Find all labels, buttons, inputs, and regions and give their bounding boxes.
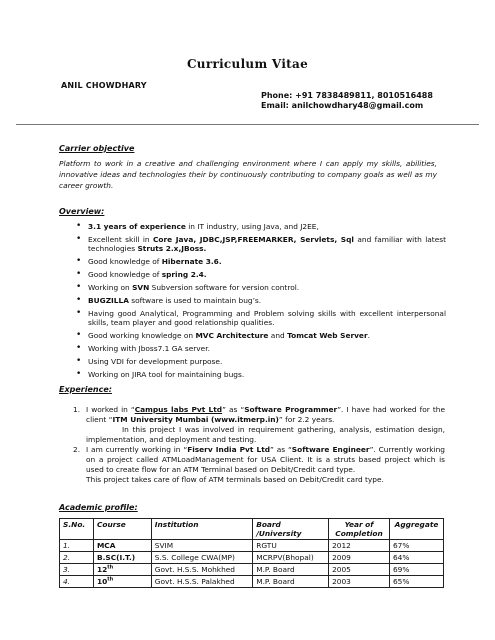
col-header-board: Board /University <box>253 519 329 540</box>
text-run: I worked in “ <box>86 405 135 414</box>
cell-board-text: M.P. Board <box>256 565 295 574</box>
cell-sno-text: 4. <box>63 577 71 586</box>
objective-heading: Carrier objective <box>59 144 135 153</box>
cell-aggregate <box>389 564 443 576</box>
cell-sno <box>60 576 94 588</box>
text-run: ” as “ <box>222 405 245 414</box>
cell-board <box>253 540 329 552</box>
text-run: Software Engineer <box>291 445 370 454</box>
academic-table <box>59 518 444 588</box>
cell-aggregate <box>389 540 443 552</box>
text-run: Hibernate 3.6. <box>161 257 222 267</box>
text-run: Working with Jboss7.1 GA server. <box>88 344 210 354</box>
cell-aggregate-text: 65% <box>392 577 410 586</box>
cell-board <box>253 564 329 576</box>
text-run: BUGZILLA <box>88 295 129 305</box>
text-run: ” for 2.2 years. <box>278 415 335 424</box>
overview-list <box>76 222 446 383</box>
text-run: 3.1 years of experience <box>88 222 186 231</box>
cell-course <box>93 552 151 564</box>
overview-item <box>76 344 446 354</box>
experience-number: 1. <box>73 405 81 414</box>
header-divider <box>16 124 479 125</box>
overview-item <box>76 370 446 380</box>
overview-item <box>76 309 446 328</box>
cell-course <box>93 564 151 576</box>
academic-table-header <box>60 519 444 540</box>
cell-institution-text: Govt. H.S.S. Mohkhed <box>154 565 235 574</box>
col-header-year: Year of Completion <box>329 519 390 540</box>
table-row <box>60 540 444 552</box>
cell-course-text: 10 <box>96 577 108 586</box>
cell-year <box>329 540 390 552</box>
cell-course-text: B.SC(I.T.) <box>96 553 136 562</box>
cell-course <box>93 540 151 552</box>
candidate-name: ANIL CHOWDHARY <box>61 81 147 90</box>
ordinal-suffix: th <box>107 576 114 583</box>
cell-aggregate-text: 64% <box>392 553 410 562</box>
overview-item <box>76 222 446 232</box>
cell-sno <box>60 552 94 564</box>
cell-institution-text: S.S. College CWA(MP) <box>154 553 235 562</box>
text-run: Using VDI for development purpose. <box>88 357 223 367</box>
overview-item <box>76 296 446 306</box>
cell-aggregate-text: 67% <box>392 541 410 550</box>
text-run: SVN <box>132 283 150 293</box>
overview-item <box>76 357 446 367</box>
cell-board-text: RGTU <box>256 541 277 550</box>
experience-number: 2. <box>73 445 81 454</box>
text-run: MVC Architecture <box>195 331 269 341</box>
cell-institution <box>151 564 252 576</box>
overview-item <box>76 331 446 341</box>
cell-board <box>253 576 329 588</box>
cell-year-text: 2005 <box>332 565 351 574</box>
col-header-institution: Institution <box>151 519 252 540</box>
text-run: ”. Currently working on a project called ATMLoadManagement for USA Client. It is a struts based project which is used to create flow for an ATM Terminal based on Debit/Credit card type. <box>86 445 445 474</box>
cell-year-text: 2009 <box>332 553 351 562</box>
text-run: in IT industry, using Java, and J2EE, <box>185 222 319 231</box>
table-row <box>60 576 444 588</box>
text-run: Working on JIRA tool for maintaining bugs. <box>88 369 245 379</box>
cell-institution <box>151 540 252 552</box>
cell-sno-text: 2. <box>63 553 71 562</box>
text-run: Software Programmer <box>244 405 338 414</box>
table-row <box>60 564 444 576</box>
text-run: Good knowledge of <box>88 257 162 267</box>
text-run: Campus labs Pvt Ltd <box>134 405 223 414</box>
text-run: Excellent skill in <box>88 234 153 244</box>
ordinal-suffix: th <box>107 564 114 571</box>
text-run: Struts 2.x,JBoss. <box>137 244 207 254</box>
text-run: I am currently working in “ <box>86 445 188 454</box>
cell-course <box>93 576 151 588</box>
document-title: Curriculum Vitae <box>186 57 309 71</box>
cell-year <box>329 564 390 576</box>
cell-board-text: M.P. Board <box>256 577 295 586</box>
overview-item <box>76 270 446 280</box>
text-run: and familiar with latest technologies <box>88 234 446 254</box>
text-run: ”. I have had worked for the client “ <box>86 405 445 424</box>
contact-block <box>261 91 433 111</box>
objective-text: Platform to work in a creative and challenging environment where I can apply my skills, abilities, innovative ideas and technologies their by continuously contributing to company goals as well as my career growth. <box>59 159 437 190</box>
cell-course-text: 12 <box>96 565 108 574</box>
overview-heading: Overview: <box>59 207 105 216</box>
cell-aggregate <box>389 552 443 564</box>
overview-item <box>76 235 446 254</box>
text-run: . <box>367 331 370 341</box>
email-address: Email: anilchowdhary48@gmail.com <box>261 101 424 110</box>
cell-institution-text: Govt. H.S.S. Palakhed <box>154 577 235 586</box>
col-header-aggregate: Aggregate <box>389 519 443 540</box>
text-run: and <box>268 331 288 341</box>
text-run: Core Java, JDBC,JSP,FREEMARKER, Servlets, Sql <box>153 234 354 244</box>
text-run: ” as “ <box>270 445 292 454</box>
cell-sno <box>60 564 94 576</box>
cell-sno-text: 1. <box>63 541 71 550</box>
experience-item <box>59 405 445 445</box>
cell-aggregate-text: 69% <box>392 565 410 574</box>
experience-detail: In this project I was involved in requirement gathering, analysis, estimation design, implementation, and deployment and testing. <box>86 425 445 444</box>
text-run: Good knowledge of <box>88 270 162 280</box>
text-run: Subversion software for version control. <box>149 283 300 293</box>
experience-detail: This project takes care of flow of ATM terminals based on Debit/Credit card type. <box>86 475 384 484</box>
text-run: spring 2.4. <box>161 270 207 280</box>
table-row <box>60 552 444 564</box>
overview-item <box>76 257 446 267</box>
experience-item <box>59 445 445 485</box>
text-run: Good working knowledge on <box>88 331 196 341</box>
cell-year-text: 2003 <box>332 577 351 586</box>
text-run: Fiserv India Pvt Ltd <box>187 445 271 454</box>
text-run: ITM University Mumbai (www.itmerp.in) <box>112 415 279 424</box>
text-run: Tomcat Web Server <box>287 331 368 341</box>
cell-institution <box>151 576 252 588</box>
text-run: software is used to maintain bug’s. <box>128 295 262 305</box>
cell-year-text: 2012 <box>332 541 351 550</box>
cell-institution-text: SVIM <box>154 541 174 550</box>
cell-course-text: MCA <box>96 541 116 550</box>
cell-sno <box>60 540 94 552</box>
text-run: Working on <box>88 283 133 293</box>
cell-year <box>329 576 390 588</box>
academic-heading: Academic profile: <box>59 503 138 512</box>
cell-board-text: MCRPV(Bhopal) <box>256 553 314 562</box>
text-run: Having good Analytical, Programming and Problem solving skills with excellent interpersonal skills, team player and good relationship qualities. <box>88 308 446 328</box>
cell-institution <box>151 552 252 564</box>
cell-board <box>253 552 329 564</box>
overview-item <box>76 283 446 293</box>
cell-sno-text: 3. <box>63 565 71 574</box>
col-header-course: Course <box>93 519 151 540</box>
experience-heading: Experience: <box>59 385 112 394</box>
phone-numbers: Phone: +91 7838489811, 8010516488 <box>261 91 433 100</box>
cell-aggregate <box>389 576 443 588</box>
col-header-sno: S.No. <box>60 519 94 540</box>
experience-list <box>59 405 445 485</box>
cell-year <box>329 552 390 564</box>
